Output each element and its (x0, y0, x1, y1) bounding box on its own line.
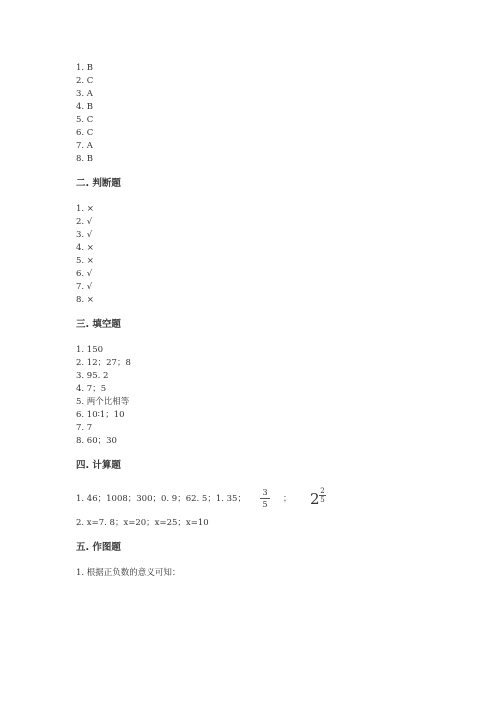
choice-answer-2: 2. C (76, 76, 94, 86)
draw-answer-1: 1. 根据正负数的意义可知： (76, 568, 181, 578)
fill-answer-5: 5. 两个比相等 (76, 397, 130, 407)
judge-answer-1: 1. × (76, 204, 94, 214)
fraction-denominator: 5 (262, 500, 268, 509)
fraction-numerator: 3 (262, 488, 268, 497)
judge-section-title: 二. 判断题 (76, 178, 121, 189)
judge-answer-2: 2. √ (76, 217, 93, 227)
fill-answer-2: 2. 12；27；8 (76, 358, 131, 368)
fill-answer-6: 6. 10∶1；10 (76, 410, 125, 420)
judge-answer-8: 8. × (76, 295, 94, 305)
choice-answer-8: 8. B (76, 154, 94, 164)
fill-answer-7: 7. 7 (76, 423, 93, 433)
mixed-numerator: 2 (320, 487, 325, 495)
calc-answer-1-text: 1. 46；1008；300；0. 9；62. 5；1. 35； (76, 494, 246, 504)
choice-answer-4: 4. B (76, 102, 94, 112)
mixed-whole-part: 2 (310, 490, 320, 508)
fill-answer-8: 8. 60；30 (76, 436, 117, 446)
calc-separator: ； (283, 494, 292, 504)
fill-answer-3: 3. 95. 2 (76, 371, 109, 381)
draw-section-title: 五. 作图题 (76, 542, 121, 553)
judge-answer-3: 3. √ (76, 230, 93, 240)
judge-answer-6: 6. √ (76, 269, 93, 279)
choice-answer-1: 1. B (76, 63, 94, 73)
choice-answer-7: 7. A (76, 141, 93, 151)
mixed-fraction-part (319, 487, 326, 504)
fill-answer-4: 4. 7；5 (76, 384, 107, 394)
fill-answer-1: 1. 150 (76, 345, 104, 355)
choice-answer-3: 3. A (76, 89, 93, 99)
judge-answer-4: 4. × (76, 243, 94, 253)
mixed-number-two-and-two-fifths (310, 487, 330, 512)
judge-answer-7: 7. √ (76, 282, 93, 292)
mixed-denominator: 5 (320, 496, 325, 504)
choice-answer-6: 6. C (76, 128, 94, 138)
fraction-three-fifths (260, 488, 270, 509)
choice-answer-5: 5. C (76, 115, 94, 125)
fill-section-title: 三. 填空题 (76, 319, 121, 330)
calc-section-title: 四. 计算题 (76, 460, 121, 471)
calc-answer-2: 2. x=7. 8；x=20；x=25；x=10 (76, 518, 209, 528)
fraction-bar (260, 498, 270, 499)
judge-answer-5: 5. × (76, 256, 94, 266)
